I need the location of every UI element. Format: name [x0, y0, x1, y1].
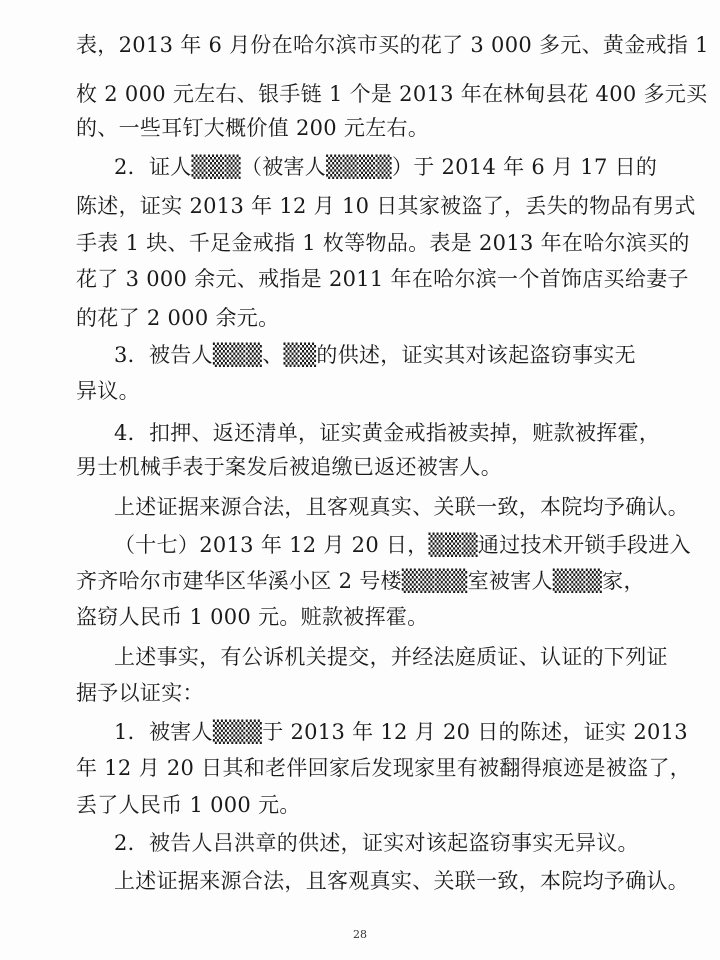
text-line: 男士机械手表于案发后被追缴已返还被害人。 — [76, 455, 502, 479]
text-line: 据予以证实： — [76, 681, 204, 705]
text-line: 手表 1 块、千足金戒指 1 枚等物品。表是 2013 年在哈尔滨买的 — [76, 231, 690, 255]
text-line: （十七）2013 年 12 月 20 日，▒▒▒通过技术开锁手段进入 — [114, 533, 691, 557]
text-line: 的、一些耳钉大概价值 200 元左右。 — [76, 116, 430, 140]
text-line: 3．被告人▒▒▒、▒▒的供述，证实其对该起盗窃事实无 — [114, 343, 636, 367]
text-line: 陈述，证实 2013 年 12 月 10 日其家被盗了，丢失的物品有男式 — [76, 194, 696, 218]
page-number: 28 — [353, 928, 367, 941]
text-line: 年 12 月 20 日其和老伴回家后发现家里有被翻得痕迹是被盗了， — [76, 756, 692, 780]
text-line: 的花了 2 000 余元。 — [76, 306, 280, 330]
text-line: 异议。 — [76, 379, 140, 403]
text-line: 1．被害人▒▒▒于 2013 年 12 月 20 日的陈述，证实 2013 — [114, 720, 688, 744]
text-line: 枚 2 000 元左右、银手链 1 个是 2013 年在林甸县花 400 多元买 — [76, 82, 708, 106]
text-line: 上述证据来源合法，且客观真实、关联一致，本院均予确认。 — [114, 495, 690, 519]
text-line: 盗窃人民币 1 000 元。赃款被挥霍。 — [76, 605, 429, 629]
text-line: 花了 3 000 余元、戒指是 2011 年在哈尔滨一个首饰店买给妻子 — [76, 267, 689, 291]
text-line: 4．扣押、返还清单，证实黄金戒指被卖掉，赃款被挥霍， — [114, 421, 661, 445]
text-line: 上述证据来源合法，且客观真实、关联一致，本院均予确认。 — [114, 869, 690, 893]
text-line: 上述事实，有公诉机关提交，并经法庭质证、认证的下列证 — [114, 645, 668, 669]
text-line: 2．证人▒▒▒（被害人▒▒▒▒）于 2014 年 6 月 17 日的 — [114, 155, 658, 179]
text-line: 丢了人民币 1 000 元。 — [76, 793, 301, 817]
text-line: 表，2013 年 6 月份在哈尔滨市买的花了 3 000 多元、黄金戒指 1 — [76, 33, 709, 57]
text-line: 齐齐哈尔市建华区华溪小区 2 号楼▒▒▒▒室被害人▒▒▒家， — [76, 569, 645, 593]
text-line: 2．被告人吕洪章的供述，证实对该起盗窃事实无异议。 — [114, 831, 639, 855]
